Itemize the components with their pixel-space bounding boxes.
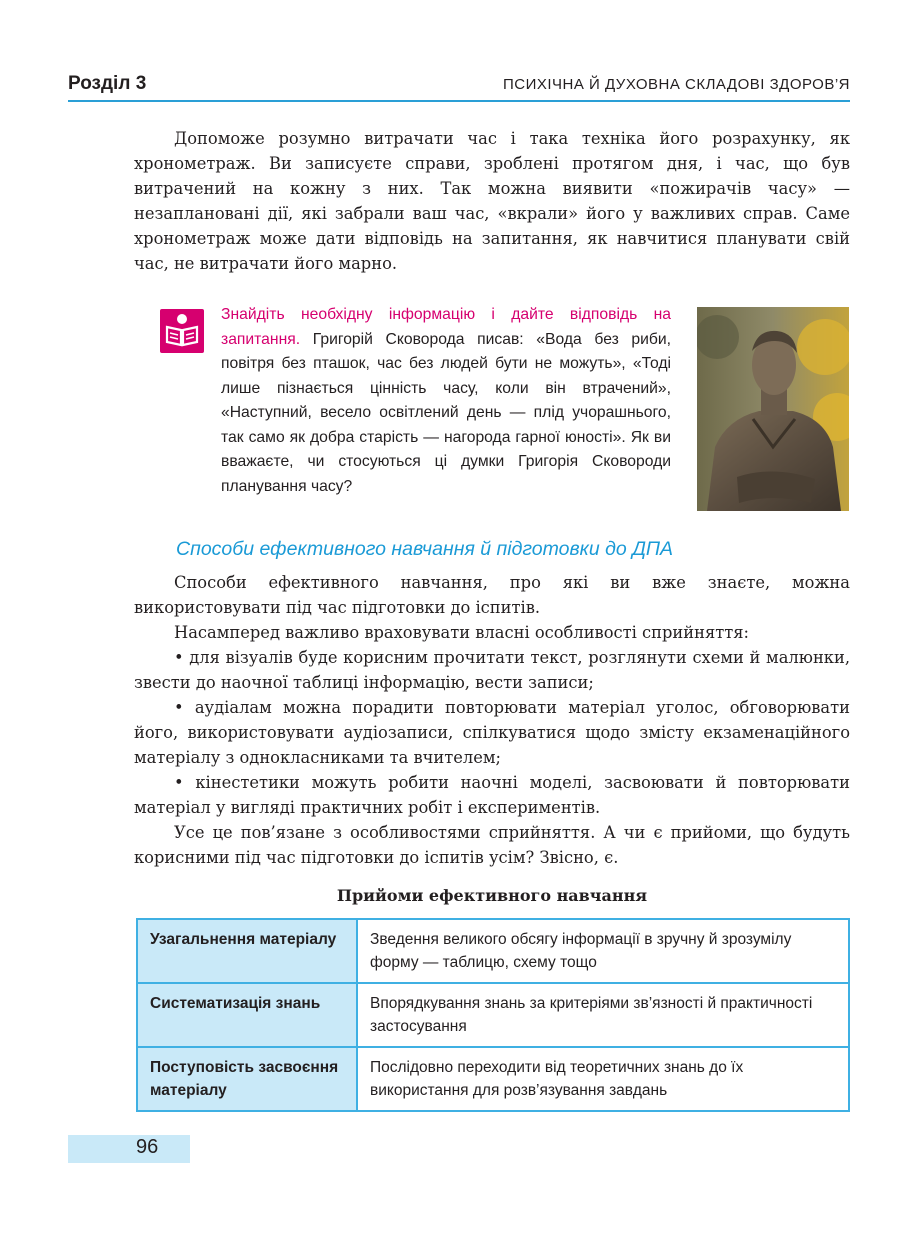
page-header: [68, 70, 850, 104]
section-text-3: Усе це пов’язане з особливостями сприйняття. А чи є прийоми, що будуть корисними під час підготовки до іспитів усім? Звісно, є.: [134, 823, 850, 867]
chapter-title: ПСИХІЧНА Й ДУХОВНА СКЛАДОВІ ЗДОРОВ’Я: [502, 76, 850, 93]
bullet-audials: [134, 695, 850, 770]
table-cell-desc: Впорядкування знань за критеріями зв’язності й практичності застосування: [357, 983, 849, 1047]
book-reader-icon: [160, 309, 204, 353]
techniques-table: [136, 918, 850, 1112]
section-text-1: Способи ефективного навчання, про які ви вже знаєте, можна використовувати під час підготовки до іспитів.: [134, 573, 850, 617]
table-cell-desc: Послідовно переходити від теоретичних знань до їх використання для розв’язування завдань: [357, 1047, 849, 1111]
bullet-text-1: • для візуалів буде корисним прочитати текст, розглянути схеми й малюнки, звести до наочної таблиці інформацію, вести записи;: [134, 648, 850, 692]
table-cell-desc: Зведення великого обсягу інформації в зручну й зрозумілу форму — таблицю, схему тощо: [357, 919, 849, 983]
page-number-box: [68, 1135, 190, 1163]
section-text-2: Насамперед важливо враховувати власні особливості сприйняття:: [174, 623, 750, 642]
chapter-label: Розділ 3: [68, 73, 147, 94]
statue-photo: [697, 307, 849, 511]
intro-text: Допоможе розумно витрачати час і така техніка його розрахунку, як хронометраж. Ви записуєте справи, зроблені протягом дня, і час, що був витрачений на кожну з них. Так можна виявити «пожирачів часу» — незаплановані дії, які забрали ваш час, «вкрали» його у важливих справ. Саме хронометраж може дати відповідь на запитання, як навчитися планувати свій час, не витрачати його марно.: [134, 129, 850, 273]
bullet-text-2: • аудіалам можна порадити повторювати матеріал уголос, обговорювати його, використовувати аудіозаписи, спілкуватися щодо змісту екзаменаційного матеріалу з однокласниками та вчителем;: [134, 698, 850, 767]
table-cell-term: Поступовість засвоєння матеріалу: [137, 1047, 357, 1111]
intro-paragraph: [134, 126, 850, 276]
page-number: 96: [136, 1136, 159, 1158]
bullet-text-3: • кінестетики можуть робити наочні моделі, засвоювати й повторювати матеріал у вигляді практичних робіт і експериментів.: [134, 773, 850, 817]
table-cell-term: Систематизація знань: [137, 983, 357, 1047]
table-title: Прийоми ефективного навчання: [336, 886, 648, 905]
table-row: [137, 1047, 849, 1111]
section-paragraph-3: [134, 820, 850, 870]
bullet-kinesthetics: [134, 770, 850, 820]
table-cell-term: Узагальнення матеріалу: [137, 919, 357, 983]
table-row: [137, 983, 849, 1047]
task-lead: Знайдіть необхідну інформацію і дайте відповідь на запитання.: [221, 306, 671, 348]
section-paragraph-2: [134, 620, 850, 645]
header-divider: [68, 100, 850, 102]
section-paragraph-1: [134, 570, 850, 620]
task-paragraph: [221, 303, 671, 499]
table-row: [137, 919, 849, 983]
task-body: Григорій Сковорода писав: «Вода без риби, повітря без пташок, час без людей бути не можуть», «Тоді лише пізнається цінність часу, коли він втрачений», «Наступний, весело освітлений день — плід учорашнього, так само як добра старість — нагорода гарної юності». Як ви вважаєте, чи стосуються ці думки Григорія Сковороди планування часу?: [221, 330, 671, 495]
bullet-visuals: [134, 645, 850, 695]
section-title: Способи ефективного навчання й підготовки до ДПА: [176, 538, 674, 560]
